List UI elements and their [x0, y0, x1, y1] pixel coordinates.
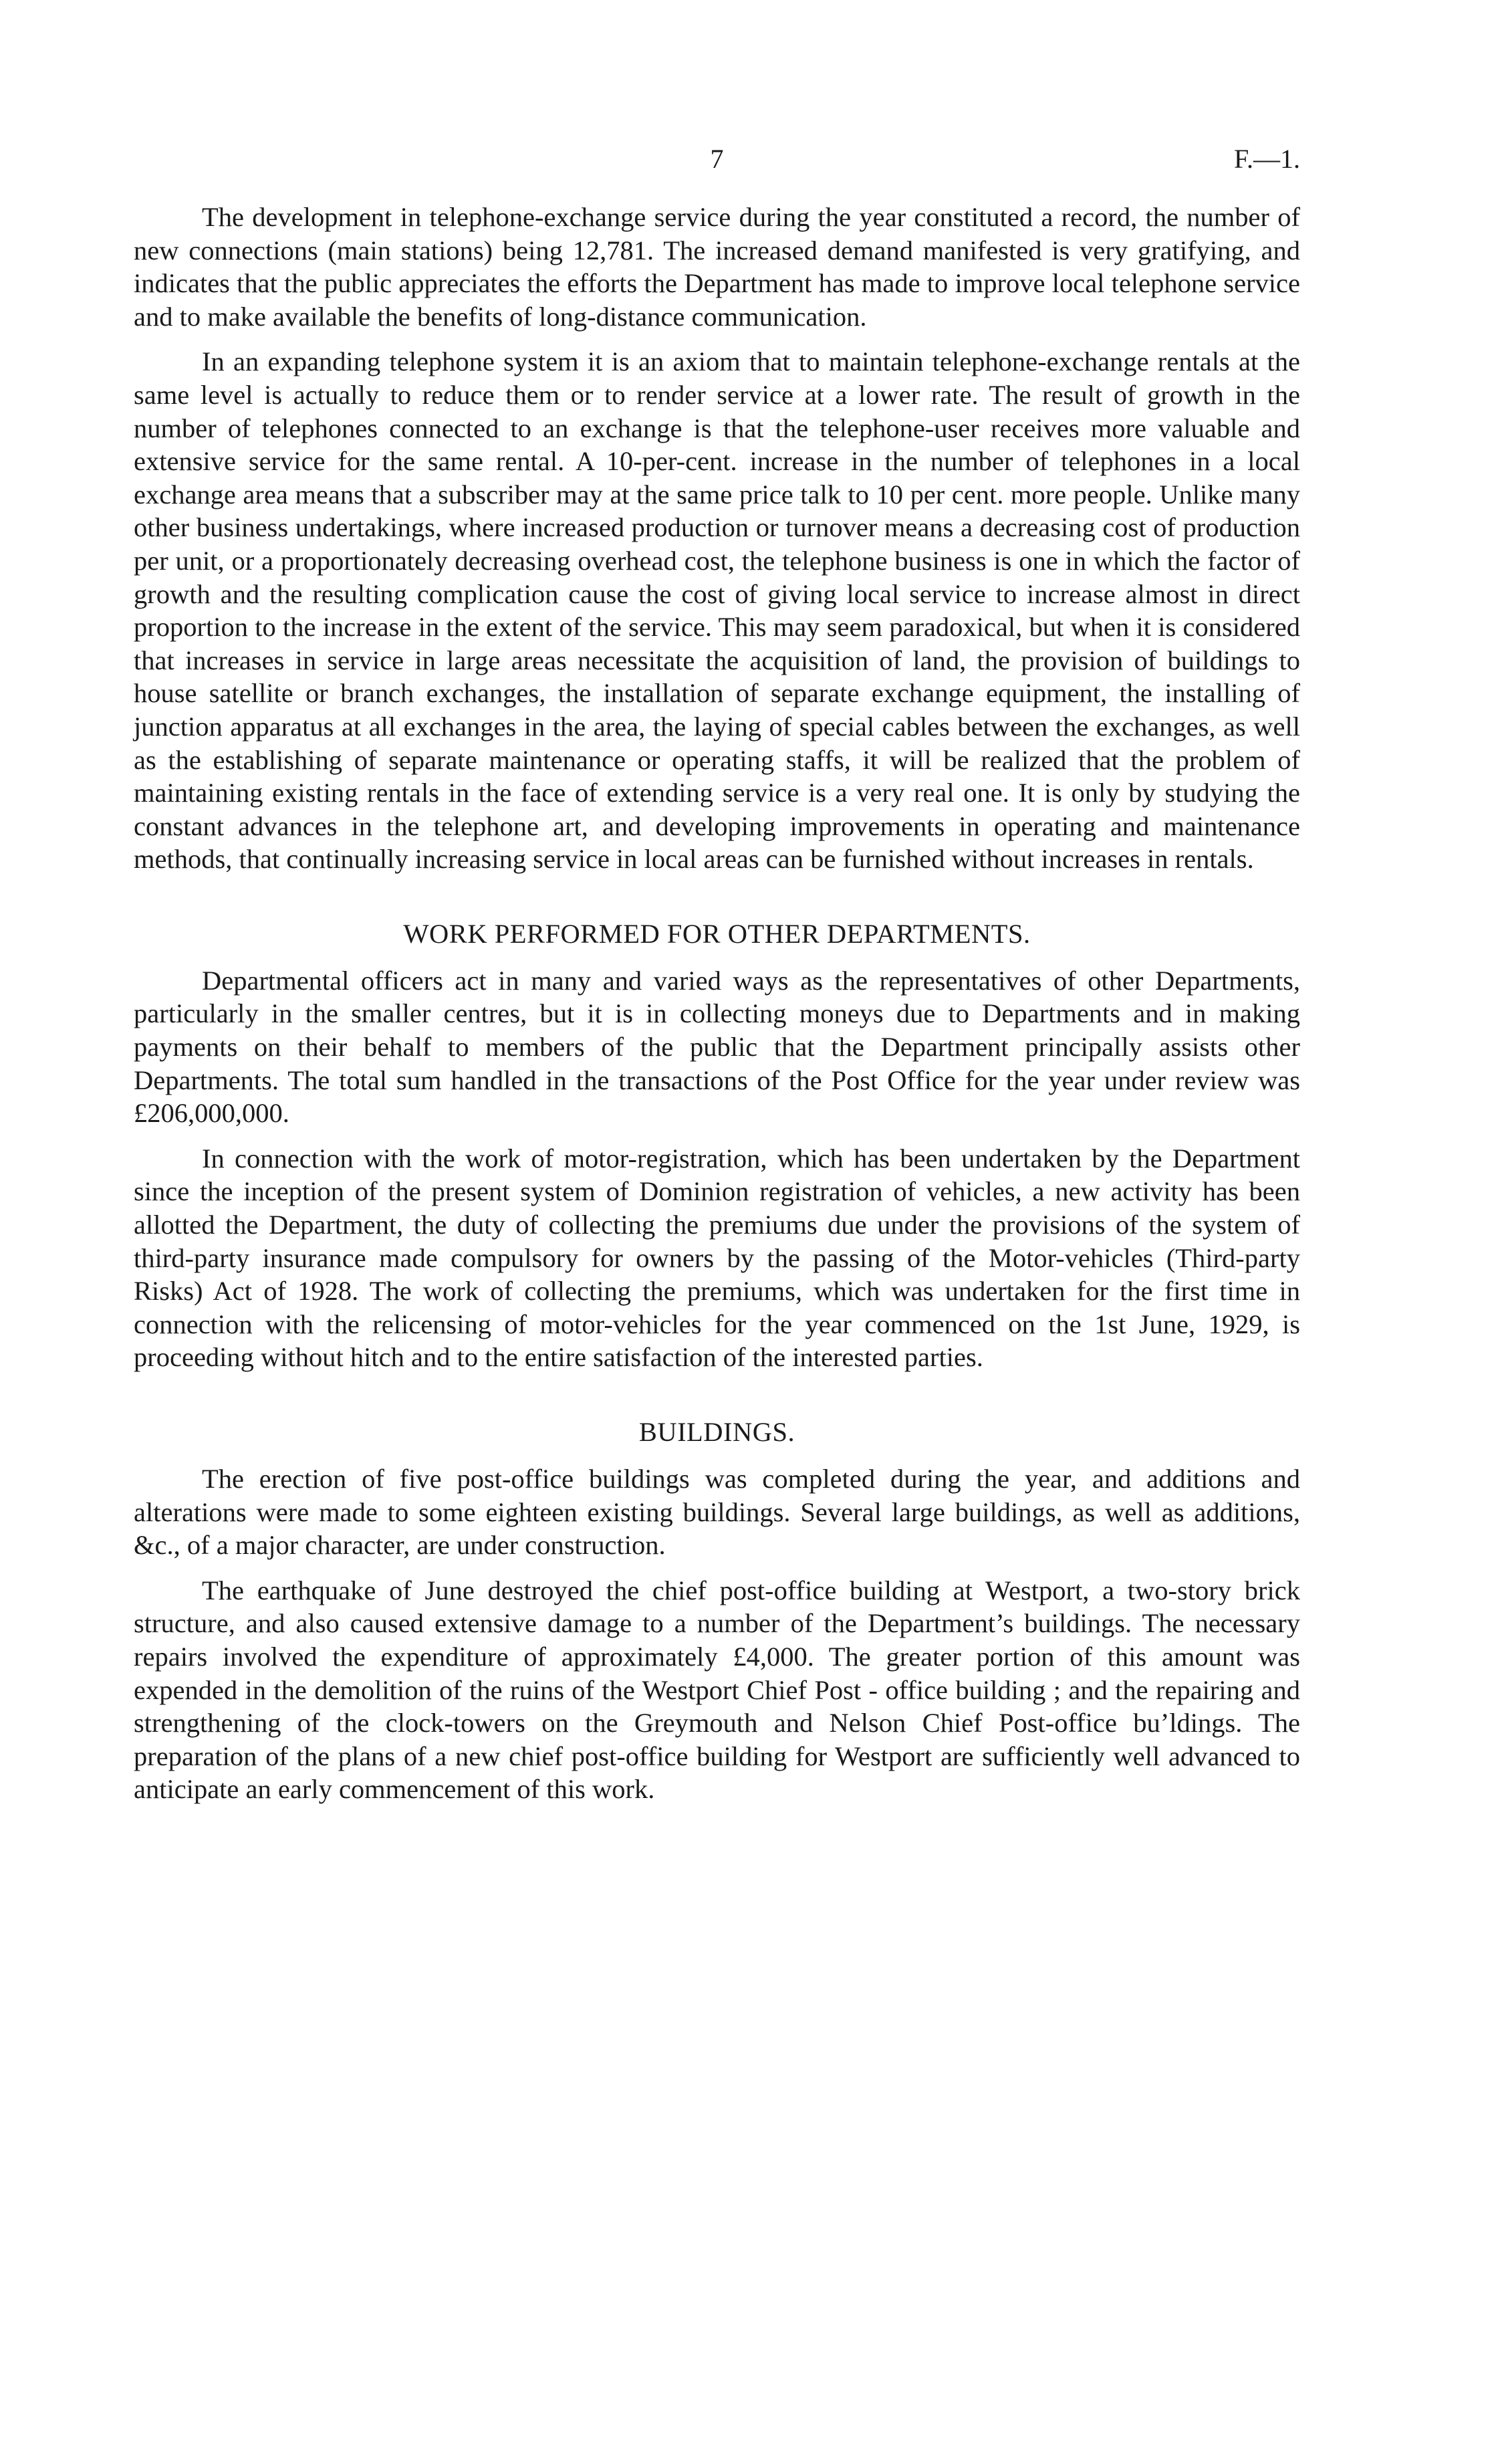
telephone-paragraph-1: The development in telephone-exchange service during the year constituted a record, the number of new connections (main stations) being 12,781. The increased demand manifested is very gratifying, and indicates that the public appreciates the efforts the Department has made to improve local telephone service and to make available the benefits of long-distance communication.: [134, 202, 1300, 332]
work-section-heading: WORK PERFORMED FOR OTHER DEPARTMENTS.: [403, 918, 1031, 949]
page-body: [134, 201, 1300, 1818]
telephone-paragraph-2: In an expanding telephone system it is an axiom that to maintain telephone-exchange rentals at the same level is actually to reduce them or to render service at a lower rate. The result of growth in the number of telephones connected to an exchange is that the telephone-user receives more valuable and extensive service for the same rental. A 10-per-cent. increase in the number of telephones in a local exchange area means that a subscriber may at the same price talk to 10 per cent. more people. Unlike many other business undertakings, where increased production or turnover means a decreasing cost of production per unit, or a proportionately decreasing overhead cost, the telephone business is one in which the factor of growth and the resulting complication cause the cost of giving local service to increase almost in direct proportion to the increase in the extent of the service. This may seem paradoxical, but when it is considered that increases in service in large areas necessitate the acquisition of land, the provision of buildings to house satellite or branch exchanges, the installation of separate exchange equipment, the installing of junction apparatus at all exchanges in the area, the laying of special cables between the exchanges, as well as the establishing of separate maintenance or operating staffs, it will be realized that the problem of maintaining existing rentals in the face of extending service is a very real one. It is only by studying the constant advances in the telephone art, and developing improvements in operating and maintenance methods, that continually increasing service in local areas can be furnished without increases in rentals.: [134, 346, 1300, 875]
page-number: 7: [710, 144, 724, 174]
buildings-paragraph-2: The earthquake of June destroyed the chief post-office building at Westport, a two-story brick structure, and also caused extensive damage to a number of the Department’s buildings. The necessary repairs involved the expenditure of approximately £4,000. The greater portion of this amount was expended in the demolition of the ruins of the Westport Chief Post - office building ; and the repairing and strengthening of the clock-towers on the Greymouth and Nelson Chief Post-office bu’ldings. The preparation of the plans of a new chief post-office building for Westport are sufficiently well advanced to anticipate an early commencement of this work.: [134, 1575, 1300, 1805]
buildings-section-heading: BUILDINGS.: [638, 1417, 795, 1447]
work-paragraph-2: In connection with the work of motor-registration, which has been undertaken by the Department since the inception of the present system of Dominion registration of vehicles, a new activity has been allotted the Department, the duty of collecting the premiums due under the provisions of the system of third-party insurance made compulsory for owners by the passing of the Motor-vehicles (Third-party Risks) Act of 1928. The work of collecting the premiums, which was undertaken for the first time in connection with the relicensing of motor-vehicles for the year commenced on the 1st June, 1929, is proceeding without hitch and to the entire satisfaction of the interested parties.: [134, 1143, 1300, 1373]
buildings-paragraph-1: The erection of five post-office buildings was completed during the year, and additions and alterations were made to some eighteen existing buildings. Several large buildings, as well as additions, &c., of a major character, are under construction.: [134, 1464, 1300, 1561]
page-header: [134, 139, 1300, 179]
work-paragraph-1: Departmental officers act in many and varied ways as the representatives of other Departments, particularly in the smaller centres, but it is in collecting moneys due to Departments and in making payments on their behalf to members of the public that the Department principally assists other Departments. The total sum handled in the transactions of the Post Office for the year under review was £206,000,000.: [134, 965, 1300, 1129]
document-code: F.—1.: [1233, 144, 1300, 174]
